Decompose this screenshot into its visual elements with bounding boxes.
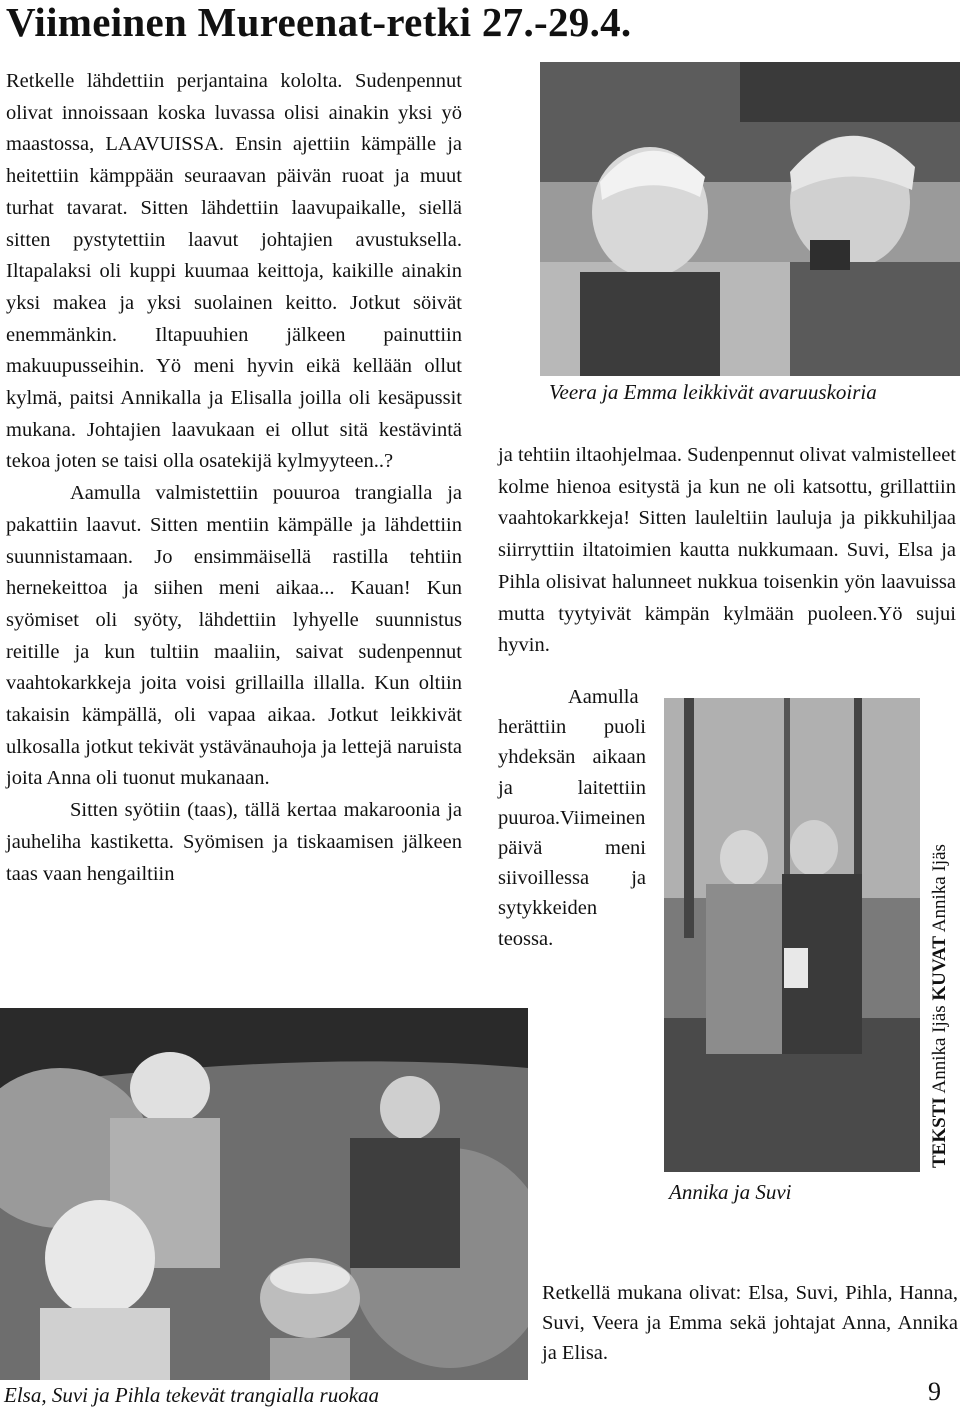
article-paragraph: ja tehtiin iltaohjelmaa. Sudenpennut olivat valmistelleet kolme hienoa esitystä ja kun ne oli katsottu, grillattiin vaahtokarkkeja! Sitten lauleltiin lauluja ja pikkuhiljaa siirryttiin iltatoimien kautta nukkumaan. Suvi, Elsa ja Pihla olisivat halunneet nukkua toisenkin yön laavuissa mutta tyytyivät kämpän kylmään puoleen.Yö sujui hyvin. bbox=[498, 444, 956, 657]
participants-list: Retkellä mukana olivat: Elsa, Suvi, Pihla, Hanna, Suvi, Veera ja Emma sekä johtajat Anna, Annika ja Elisa. bbox=[542, 1282, 958, 1364]
credits-photo-label: KUVAT bbox=[929, 935, 950, 1001]
article-column-right bbox=[498, 440, 956, 662]
credits-photo-author: Annika Ijäs bbox=[929, 844, 950, 933]
article-column-left bbox=[6, 66, 462, 890]
article-paragraph: Aamulla valmistettiin pouuroa trangialla ja pakattiin laavut. Sitten mentiin kämpälle ja lähdettiin suunnistamaan. Jo ensimmäisellä rastilla tehtiin hernekeittoa ja siihen meni aikaa... Kauan! Kun syömiset oli syöty, lähdettiin lyhyelle suunnistus reitille ja kun tultiin maaliin, saivat sudenpennut vaahtokarkkeja joita voisi grillailla illalla. Kun oltiin takaisin kämpällä, oli vapaa aikaa. Jotkut leikkivät ulkosalla jotkut tekivät ystävänauhoja ja lettejä naruista joita Anna oli tuonut mukanaan. bbox=[6, 482, 462, 790]
article-paragraph: Aamulla herättiin puoli yhdeksän aikaan ja laitettiin puuroa.Viimeinen päivä meni siivoillessa ja sytykkeiden teossa. bbox=[498, 686, 646, 950]
caption-bottom-left: Elsa, Suvi ja Pihla tekevät trangialla ruokaa bbox=[4, 1383, 380, 1407]
caption-top-right: Veera ja Emma leikkivät avaruuskoiria bbox=[549, 380, 877, 404]
photo-annika-suvi bbox=[664, 698, 920, 1172]
credits-text-author: Annika Ijäs bbox=[929, 1005, 950, 1094]
photo-veera-emma bbox=[540, 62, 960, 376]
caption-middle-right: Annika ja Suvi bbox=[669, 1180, 792, 1204]
credits-text-label: TEKSTI bbox=[929, 1097, 950, 1168]
page-number: 9 bbox=[928, 1377, 941, 1406]
article-column-narrow bbox=[498, 682, 646, 954]
photo-elsa-suvi-pihla bbox=[0, 1008, 528, 1380]
article-paragraph: Retkelle lähdettiin perjantaina kololta. Sudenpennut olivat innoissaan koska luvassa olisi ainakin yksi yö maastossa, LAAVUISSA. Ensin ajettiin kämpälle ja heitettiin kämppään seuraavan päivän ruoat ja muut turhat tavarat. Sitten lähdettiin laavupaikalle, siellä sitten pystytettiin laavut johtajien avustuksella. Iltapalaksi oli kuppi kuumaa keittoja, kaikille ainakin yksi makea ja yksi suolainen keitto. Jotkut söivät enemmänkin. Iltapuuhien jälkeen painuttiin makuupusseihin. Yö meni hyvin eikä kellään ollut kylmä, paitsi Annikalla ja Elisalla joilla oli kesäpussit mukana. Johtajien laavukaan ei ollut sitä kestävintä tekoa joten se taisi olla osatekijä kylmyyteen..? bbox=[6, 70, 462, 473]
article-paragraph: Sitten syötiin (taas), tällä kertaa makaroonia ja jauheliha kastiketta. Syömisen ja tiskaamisen jälkeen taas vaan hengailtiin bbox=[6, 799, 462, 885]
credits bbox=[928, 844, 952, 1168]
article-title: Viimeinen Mureenat-retki 27.-29.4. bbox=[6, 0, 632, 45]
